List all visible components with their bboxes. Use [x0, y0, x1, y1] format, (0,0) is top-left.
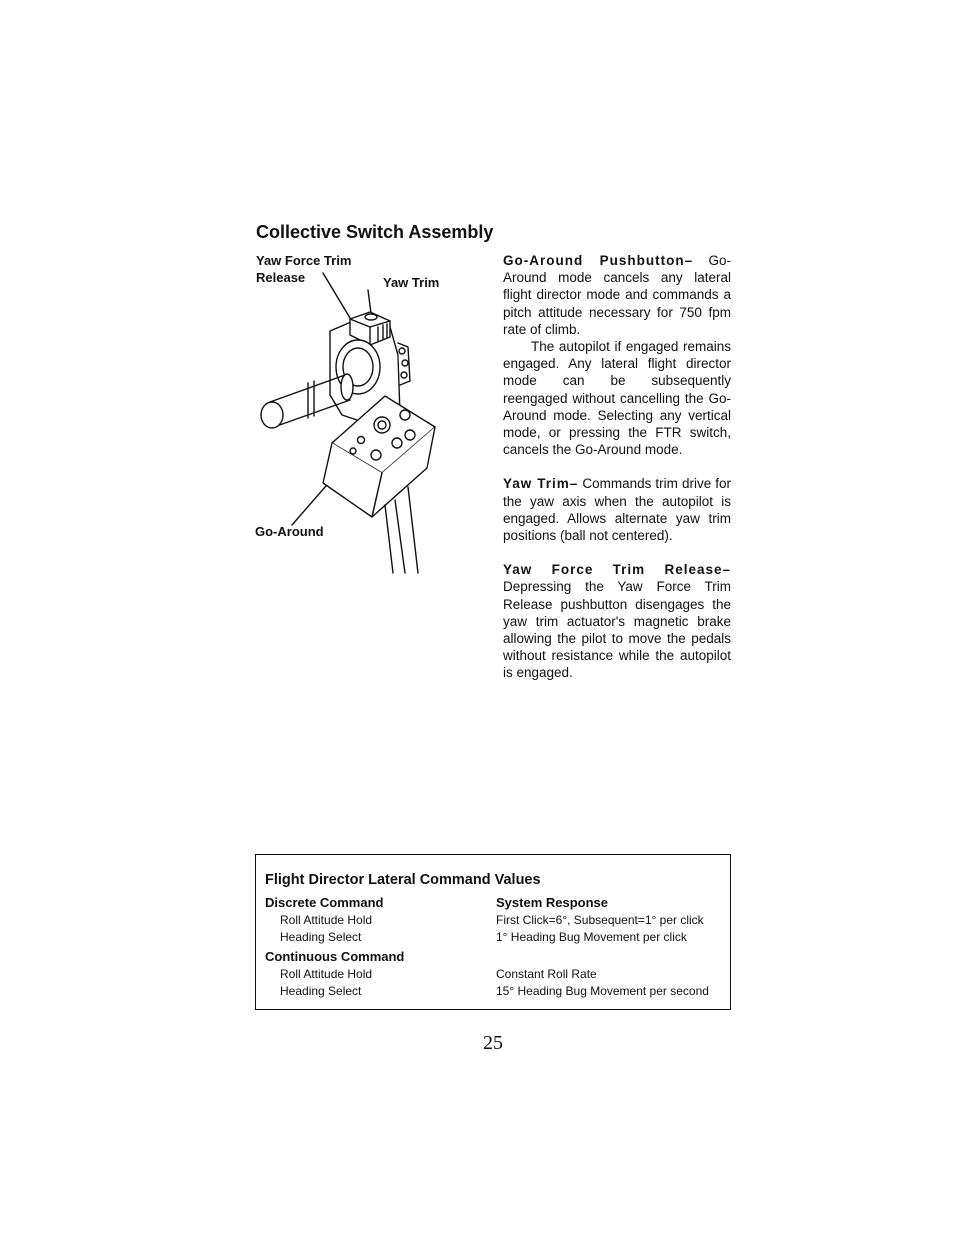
yaw-trim-text: Commands trim drive for the yaw axis when the autopilot is engaged. Allows alternate yaw trim positions (ball not centered).: [503, 476, 731, 544]
yaw-force-trim-release-term: Yaw Force Trim Release–: [503, 562, 731, 578]
continuous-row-command: Heading Select: [280, 984, 362, 998]
go-around-text: Go-Around mode cancels any lateral flight director mode and commands a pitch attitude necessary for 750 fpm rate of climb.: [503, 253, 731, 337]
command-values-title: Flight Director Lateral Command Values: [265, 872, 541, 888]
collective-switch-illustration: [250, 255, 450, 585]
figure-label-yaw-trim: Yaw Trim: [383, 275, 440, 290]
go-around-term: Go-Around Pushbutton–: [503, 253, 694, 268]
yaw-trim-term: Yaw Trim–: [503, 476, 579, 492]
go-around-paragraph-2: The autopilot if engaged remains engaged. Any lateral flight director mode can be subsequently reengaged without cancelling the Go-Around mode. Selecting any vertical mode, or pressing the FTR switch, cancels the Go-Around mode.: [503, 339, 731, 458]
discrete-row-command: Heading Select: [280, 930, 362, 944]
system-response-header: System Response: [496, 895, 608, 910]
continuous-row-response: Constant Roll Rate: [496, 967, 597, 981]
figure-label-line: Yaw Force Trim: [256, 253, 352, 268]
figure-label-line: Release: [256, 270, 306, 285]
discrete-command-header: Discrete Command: [265, 895, 384, 910]
command-values-box: [255, 854, 731, 1010]
discrete-row-response: First Click=6°, Subsequent=1° per click: [496, 913, 704, 927]
section-title: Collective Switch Assembly: [256, 222, 494, 242]
continuous-command-header: Continuous Command: [265, 949, 405, 964]
page-number: 25: [483, 1032, 503, 1054]
discrete-row-command: Roll Attitude Hold: [280, 913, 373, 927]
discrete-row-response: 1° Heading Bug Movement per click: [496, 930, 687, 944]
leader-line-yaw-force-trim: [323, 273, 353, 323]
continuous-row-command: Roll Attitude Hold: [280, 967, 373, 981]
yaw-force-trim-release-text: Depressing the Yaw Force Trim Release pushbutton disengages the yaw trim actuator's magnetic brake allowing the pilot to move the pedals without resistance while the autopilot is engaged.: [503, 579, 731, 681]
continuous-row-response: 15° Heading Bug Movement per second: [496, 984, 709, 998]
figure-label-go-around: Go-Around: [255, 524, 324, 539]
go-around-description: [503, 252, 731, 682]
